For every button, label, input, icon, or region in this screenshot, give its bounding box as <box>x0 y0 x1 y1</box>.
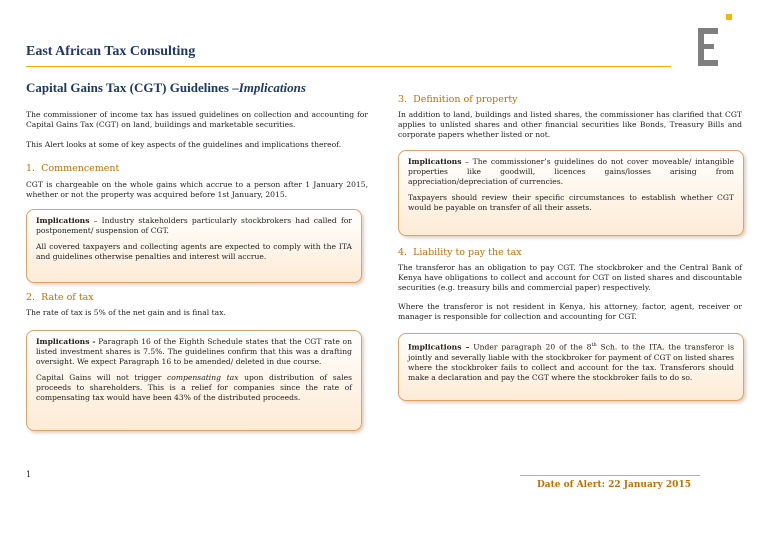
section-3-implications-box <box>398 150 744 236</box>
section-4-implications-p1 <box>408 340 734 383</box>
section-3-implications-p2: Taxpayers should review their specific circumstances to establish whether CGT would be payable on transfer of all their assets. <box>408 193 734 212</box>
implications-text: – Industry stakeholders particularly stockbrokers had called for postponement/ suspension of CGT. <box>36 216 352 235</box>
implications-text: – The commissioner’s guidelines do not cover moveable/ intangible properties like goodwill, licences gains/losses arising from appreciation/depreciation of currencies. <box>408 157 734 186</box>
section-4-text-nonresident: Where the transferor is not resident in Kenya, his attorney, factor, agent, receiver or manager is responsible for collection and accounting for CGT. <box>398 302 742 321</box>
title-emphasis: Implications <box>238 80 306 95</box>
section-2-text: The rate of tax is 5% of the net gain and is final tax. <box>26 308 226 317</box>
compensating-tax-term: compensating tax <box>167 373 239 382</box>
alert-date: Date of Alert: 22 January 2015 <box>537 480 691 490</box>
title-main: Capital Gains Tax (CGT) Guidelines – <box>26 80 239 95</box>
logo-bar-mid <box>698 44 714 49</box>
section-2-implications-box <box>26 330 362 431</box>
implications-label: Implications <box>36 216 90 225</box>
ordinal-suffix: th <box>591 342 597 348</box>
implications-label: Implications - <box>36 337 96 346</box>
section-1-implications-box <box>26 209 362 283</box>
section-3-number: 3. <box>398 94 408 105</box>
implications-text: Sch. to the ITA, the transferor is jointly and severally liable with the stockbroker for payment of CGT on listed shares where the stockbroker fails to collect and account for the tax. Transferors should make a declaration and pay the CGT where the stockbroker fails to do so. <box>408 342 734 382</box>
section-2-number: 2. <box>26 292 36 303</box>
section-3-title: Definition of property <box>413 94 518 105</box>
company-name: East African Tax Consulting <box>26 44 196 59</box>
implications-text: upon distribution of sales proceeds to shareholders. This is a relief for companies since the rate of compensating tax would have been 43% of the distributed proceeds. <box>36 373 352 402</box>
section-4-text: The transferor has an obligation to pay CGT. The stockbroker and the Central Bank of Kenya have obligations to collect and account for CGT on listed shares and discountable securities (e.g. treasury bills and commercial paper) respectively. <box>398 263 742 292</box>
section-2-title: Rate of tax <box>41 292 94 303</box>
document-title <box>26 80 306 96</box>
ey-logo <box>692 14 732 66</box>
section-2-heading <box>26 292 94 303</box>
implications-label: Implications – <box>408 342 470 352</box>
section-1-title: Commencement <box>41 163 120 174</box>
section-4-heading <box>398 247 522 258</box>
implications-text: Capital Gains will not trigger <box>36 373 168 382</box>
section-3-heading <box>398 94 518 105</box>
section-1-implications-p1 <box>36 216 352 236</box>
section-4-title: Liability to pay the tax <box>413 247 522 258</box>
footer-divider <box>520 475 700 476</box>
section-1-text: CGT is chargeable on the whole gains which accrue to a person after 1 January 2015, whether or not the property was acquired before 1st January, 2015. <box>26 180 368 199</box>
implications-label: Implications <box>408 157 462 166</box>
implications-text: Paragraph 16 of the Eighth Schedule states that the CGT rate on listed investment shares is 7.5%. The guidelines confirm that this was a drafting oversight. We expect Paragraph 16 to be amended/ deleted in due course. <box>36 337 352 366</box>
header-divider <box>26 66 671 67</box>
implications-text: Under paragraph 20 of the 8 <box>469 342 592 352</box>
logo-bar-bottom <box>698 60 718 66</box>
section-2-implications-p2 <box>36 373 352 403</box>
section-4-number: 4. <box>398 247 408 258</box>
section-1-heading <box>26 163 119 174</box>
logo-accent-mark <box>726 14 732 20</box>
page-number: 1 <box>26 470 32 479</box>
section-4-implications-box <box>398 333 744 401</box>
section-2-implications-p1 <box>36 337 352 367</box>
intro-paragraph: The commissioner of income tax has issued guidelines on collection and accounting for Capital Gains Tax (CGT) on land, buildings and marketable securities. <box>26 110 368 129</box>
section-3-implications-p1 <box>408 157 734 187</box>
intro-scope-paragraph: This Alert looks at some of key aspects of the guidelines and implications thereof. <box>26 140 342 149</box>
section-1-implications-p2: All covered taxpayers and collecting agents are expected to comply with the ITA and guidelines otherwise penalties and interest will accrue. <box>36 242 352 261</box>
section-1-number: 1. <box>26 163 36 174</box>
section-3-text: In addition to land, buildings and listed shares, the commissioner has clarified that CGT applies to unlisted shares and other financial securities like Bonds, Treasury Bills and corporate papers whether listed or not. <box>398 110 742 139</box>
